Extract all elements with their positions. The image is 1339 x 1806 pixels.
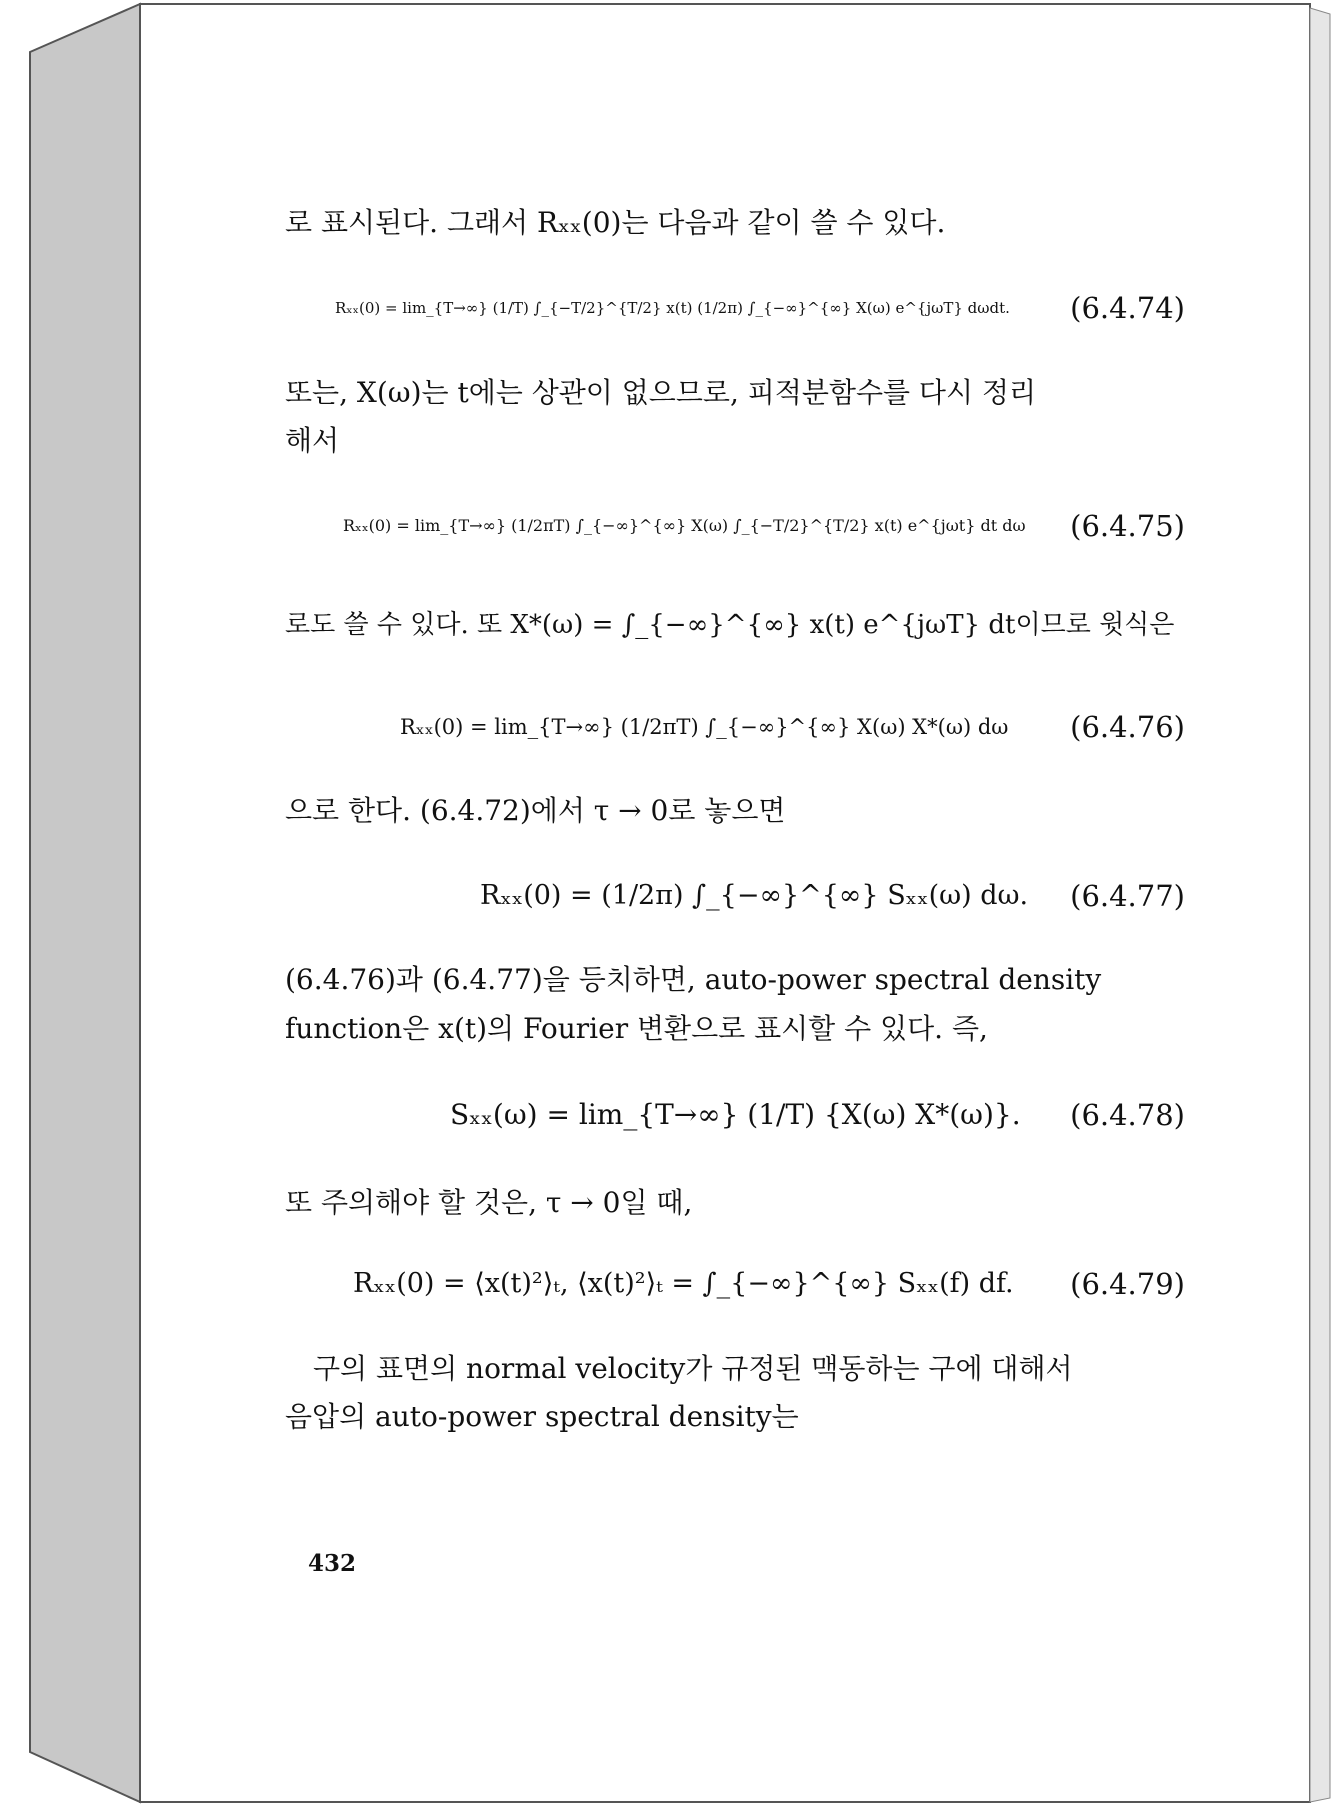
- text-line: (6.4.76)과 (6.4.77)을 등치하면, auto-power spectral density: [285, 963, 1102, 996]
- text-line: 로도 쓸 수 있다. 또 X*(ω) = ∫_{−∞}^{∞} x(t) e^{jωT} dt이므로 윗식은: [285, 610, 1175, 640]
- equation-number: (6.4.77): [1070, 879, 1185, 913]
- text-line: 해서: [285, 424, 340, 457]
- equation-6-4-78: [285, 1085, 1185, 1145]
- equation-number: (6.4.76): [1070, 710, 1185, 744]
- equation-body: Sₓₓ(ω) = lim_{T→∞} (1/T) {X(ω) X*(ω)}.: [450, 1098, 1021, 1131]
- equation-body: Rₓₓ(0) = lim_{T→∞} (1/2πT) ∫_{−∞}^{∞} X(ω) X*(ω) dω: [400, 715, 1009, 739]
- equation-body: Rₓₓ(0) = lim_{T→∞} (1/2πT) ∫_{−∞}^{∞} X(ω) ∫_{−T/2}^{T/2} x(t) e^{jωt} dt dω: [343, 516, 1026, 535]
- equation-body: Rₓₓ(0) = lim_{T→∞} (1/T) ∫_{−T/2}^{T/2} x(t) (1/2π) ∫_{−∞}^{∞} X(ω) e^{jωT} dωdt.: [335, 299, 1010, 317]
- equation-number: (6.4.75): [1070, 509, 1185, 543]
- book-page: [140, 0, 1310, 1806]
- page-number: 432: [308, 1550, 357, 1577]
- equation-body: Rₓₓ(0) = (1/2π) ∫_{−∞}^{∞} Sₓₓ(ω) dω.: [480, 880, 1029, 911]
- text-line: 으로 한다. (6.4.72)에서 τ → 0로 놓으면: [285, 794, 786, 827]
- equation-6-4-77: [285, 866, 1185, 926]
- text-line: 로 표시된다. 그래서 Rₓₓ(0)는 다음과 같이 쓸 수 있다.: [285, 206, 946, 239]
- equation-6-4-76: [285, 697, 1185, 757]
- equation-body: Rₓₓ(0) = ⟨x(t)²⟩ₜ, ⟨x(t)²⟩ₜ = ∫_{−∞}^{∞} Sₓₓ(f) df.: [353, 1268, 1014, 1299]
- text-line: function은 x(t)의 Fourier 변환으로 표시할 수 있다. 즉,: [285, 1012, 988, 1045]
- equation-6-4-74: [285, 278, 1185, 338]
- text-line: 또 주의해야 할 것은, τ → 0일 때,: [285, 1186, 693, 1219]
- text-line: 음압의 auto-power spectral density는: [285, 1400, 799, 1433]
- equation-number: (6.4.74): [1070, 291, 1185, 325]
- equation-number: (6.4.79): [1070, 1267, 1185, 1301]
- equation-6-4-79: [285, 1254, 1185, 1314]
- text-line: 구의 표면의 normal velocity가 규정된 맥동하는 구에 대해서: [313, 1352, 1073, 1385]
- equation-6-4-75: [285, 496, 1185, 556]
- equation-number: (6.4.78): [1070, 1098, 1185, 1132]
- text-line: 또는, X(ω)는 t에는 상관이 없으므로, 피적분함수를 다시 정리: [285, 376, 1037, 409]
